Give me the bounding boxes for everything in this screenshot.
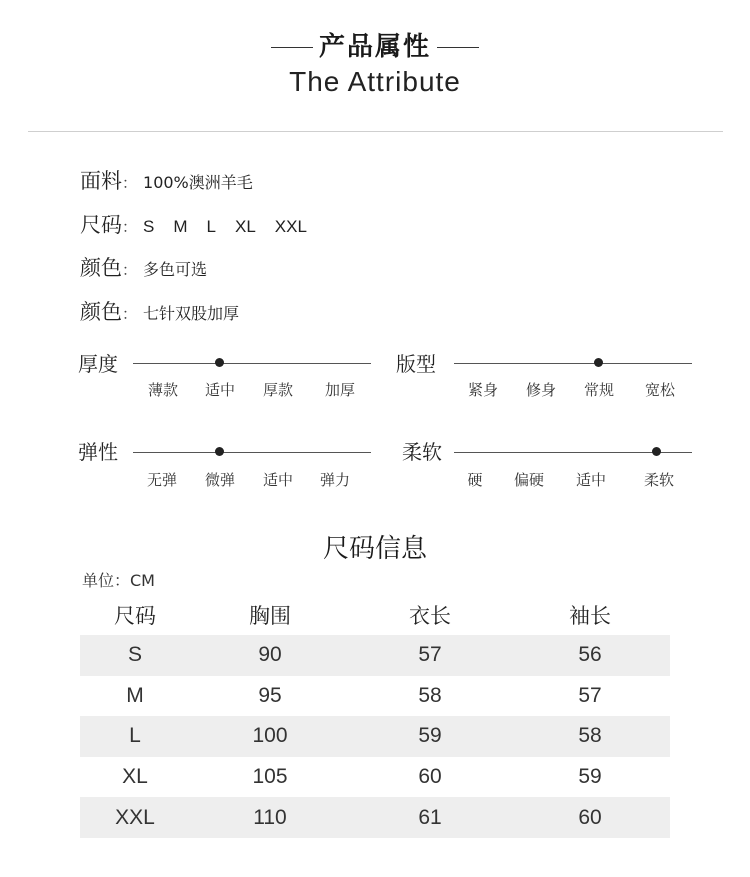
table-cell: 105 xyxy=(252,765,288,789)
scale-softness-label: 柔软 xyxy=(402,440,442,464)
table-cell: 57 xyxy=(578,683,602,707)
scale-thickness-marker xyxy=(215,358,224,367)
table-cell: 57 xyxy=(418,643,442,667)
table-cell: 110 xyxy=(253,805,287,829)
attr-size xyxy=(80,210,326,240)
table-cell: L xyxy=(129,724,141,748)
scale-fit-label: 版型 xyxy=(396,352,436,376)
table-cell: 61 xyxy=(418,805,442,829)
scale-option: 修身 xyxy=(525,381,556,399)
table-cell: XXL xyxy=(115,805,155,829)
scale-option: 适中 xyxy=(204,381,235,399)
scale-option: 加厚 xyxy=(324,381,355,399)
scale-thickness-track xyxy=(133,363,371,364)
scale-fit-marker xyxy=(594,358,603,367)
table-header-cell: 袖长 xyxy=(569,604,611,628)
attr-fabric-value: 100%澳洲羊毛 xyxy=(143,173,253,192)
attr-knit-label: 颜色 xyxy=(80,300,122,324)
scale-elasticity-marker xyxy=(215,447,224,456)
table-cell: 59 xyxy=(578,765,602,789)
scale-option: 宽松 xyxy=(644,381,675,399)
scale-thickness-label: 厚度 xyxy=(78,352,118,376)
table-cell: 60 xyxy=(578,805,602,829)
table-cell: 95 xyxy=(258,683,282,707)
table-row xyxy=(80,716,670,757)
size-chart-unit: 单位：CM xyxy=(82,571,155,590)
size-chart-title: 尺码信息 xyxy=(322,534,427,564)
scale-elasticity-track xyxy=(133,452,371,453)
scale-option: 无弹 xyxy=(146,471,177,489)
size-option: L xyxy=(206,217,216,236)
table-cell: 59 xyxy=(418,724,442,748)
size-option: XL xyxy=(235,217,256,236)
table-cell: 58 xyxy=(418,683,442,707)
title-cn-text: 产品属性 xyxy=(318,32,431,62)
table-cell: 58 xyxy=(578,724,602,748)
size-option: M xyxy=(173,217,188,236)
title-dash-right xyxy=(437,47,479,48)
attr-colon: ： xyxy=(122,305,138,323)
attr-colon: ： xyxy=(122,261,138,279)
scale-option: 厚款 xyxy=(262,381,293,399)
scale-option: 适中 xyxy=(575,471,606,489)
table-row xyxy=(80,635,670,676)
table-cell: 56 xyxy=(578,643,602,667)
scale-option: 弹力 xyxy=(319,471,350,489)
size-option: S xyxy=(143,217,155,236)
scale-fit-track xyxy=(454,363,692,364)
attr-fabric xyxy=(80,166,253,196)
table-cell: 100 xyxy=(252,724,288,748)
title-dash-left xyxy=(271,47,313,48)
section-title-cn xyxy=(0,26,750,63)
size-option: XXL xyxy=(274,217,307,236)
table-row xyxy=(80,797,670,838)
scale-option: 偏硬 xyxy=(513,471,544,489)
attr-colon: ： xyxy=(122,218,138,236)
scale-option: 适中 xyxy=(262,471,293,489)
table-cell: 90 xyxy=(258,643,282,667)
size-table xyxy=(80,595,670,838)
scale-softness-marker xyxy=(652,447,661,456)
table-header-cell: 尺码 xyxy=(114,604,156,628)
attr-colon: ： xyxy=(122,174,138,192)
header-divider xyxy=(28,131,723,132)
table-header-cell: 胸围 xyxy=(249,604,291,628)
table-header-row xyxy=(80,595,670,635)
table-cell: 60 xyxy=(418,765,442,789)
scale-option: 紧身 xyxy=(467,381,498,399)
table-header-cell: 衣长 xyxy=(409,604,451,628)
scale-option: 硬 xyxy=(467,471,483,489)
table-cell: XL xyxy=(122,765,148,789)
table-row xyxy=(80,676,670,717)
scale-option: 柔软 xyxy=(643,471,674,489)
scale-option: 常规 xyxy=(583,381,614,399)
table-cell: S xyxy=(127,643,142,667)
attr-color-label: 颜色 xyxy=(80,256,122,280)
attr-size-label: 尺码 xyxy=(80,213,122,237)
table-row xyxy=(80,757,670,798)
scale-option: 薄款 xyxy=(147,381,178,399)
attr-knit-value: 七针双股加厚 xyxy=(143,304,240,323)
attr-color-value: 多色可选 xyxy=(143,260,208,279)
scale-elasticity-label: 弹性 xyxy=(78,440,118,464)
scale-option: 微弹 xyxy=(204,471,235,489)
attr-knit xyxy=(80,297,239,327)
section-title-en: The Attribute xyxy=(289,66,461,97)
attr-fabric-label: 面料 xyxy=(80,169,122,193)
table-cell: M xyxy=(126,683,144,707)
attr-color xyxy=(80,253,207,283)
